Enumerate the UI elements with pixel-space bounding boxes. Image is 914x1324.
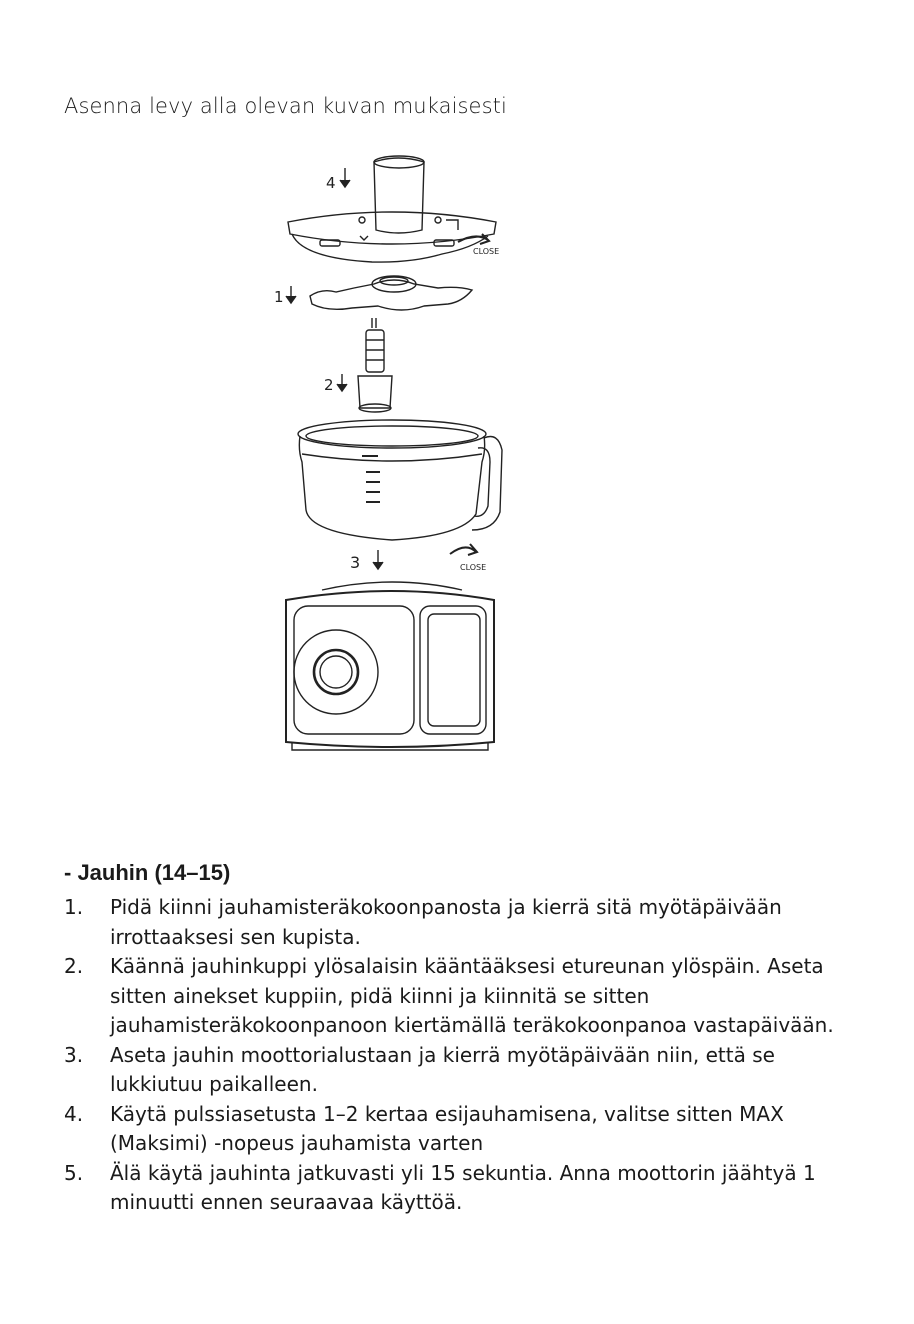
lid-with-feed-tube <box>288 156 496 262</box>
step-number: 3. <box>64 1042 84 1067</box>
list-item <box>64 1159 864 1218</box>
rotate-arrow-icon <box>458 234 489 244</box>
step-number: 5. <box>64 1160 84 1185</box>
step-number: 2. <box>64 954 84 978</box>
step-text: Käytä pulssiasetusta 1–2 kertaa esijauhamisena, valitse sitten MAX (Maksimi) -nopeus jauhamista varten <box>110 1101 784 1155</box>
list-item <box>64 893 864 952</box>
step-text: Aseta jauhin moottorialustaan ja kierrä myötäpäivään niin, että se lukkiutuu paikalleen. <box>110 1042 775 1096</box>
step-text: Käännä jauhinkuppi ylösalaisin kääntääksesi etureunan ylöspäin. Aseta sitten ainekset kuppiin, pidä kiinni ja kiinnitä se sitten jauhamisteräkokoonpanoon kiertämällä teräkokoonpanoa vastapäivään. <box>110 954 834 1037</box>
close-label: CLOSE <box>473 247 500 256</box>
step-text: Pidä kiinni jauhamisteräkokoonpanosta ja kierrä sitä myötäpäivään irrottaaksesi sen kupista. <box>110 895 782 949</box>
step-number: 1. <box>64 895 84 919</box>
step-label-2: 2 <box>324 376 334 394</box>
step-number: 4. <box>64 1101 84 1126</box>
step-label-1: 1 <box>274 288 284 306</box>
rotate-arrow-icon <box>450 544 477 555</box>
down-arrow-icon <box>337 374 347 391</box>
down-arrow-icon <box>286 286 296 303</box>
assembly-diagram <box>262 150 522 770</box>
list-item <box>64 1041 864 1100</box>
intro-text: Asenna levy alla olevan kuvan mukaisesti <box>64 94 507 118</box>
work-bowl <box>298 420 502 540</box>
close-label: CLOSE <box>460 563 487 572</box>
down-arrow-icon <box>340 168 350 187</box>
grinding-blade <box>310 276 472 310</box>
step-label-4: 4 <box>326 174 336 192</box>
drive-shaft <box>358 318 392 412</box>
step-label-3: 3 <box>350 553 361 572</box>
instruction-list <box>64 893 864 1218</box>
down-arrow-icon <box>373 550 383 569</box>
list-item <box>64 952 864 1041</box>
motor-base <box>286 582 494 750</box>
step-text: Älä käytä jauhinta jatkuvasti yli 15 sekuntia. Anna moottorin jäähtyä 1 minuutti ennen seuraavaa käyttöä. <box>110 1160 816 1214</box>
section-heading: - Jauhin (14–15) <box>64 860 231 885</box>
list-item <box>64 1100 864 1159</box>
